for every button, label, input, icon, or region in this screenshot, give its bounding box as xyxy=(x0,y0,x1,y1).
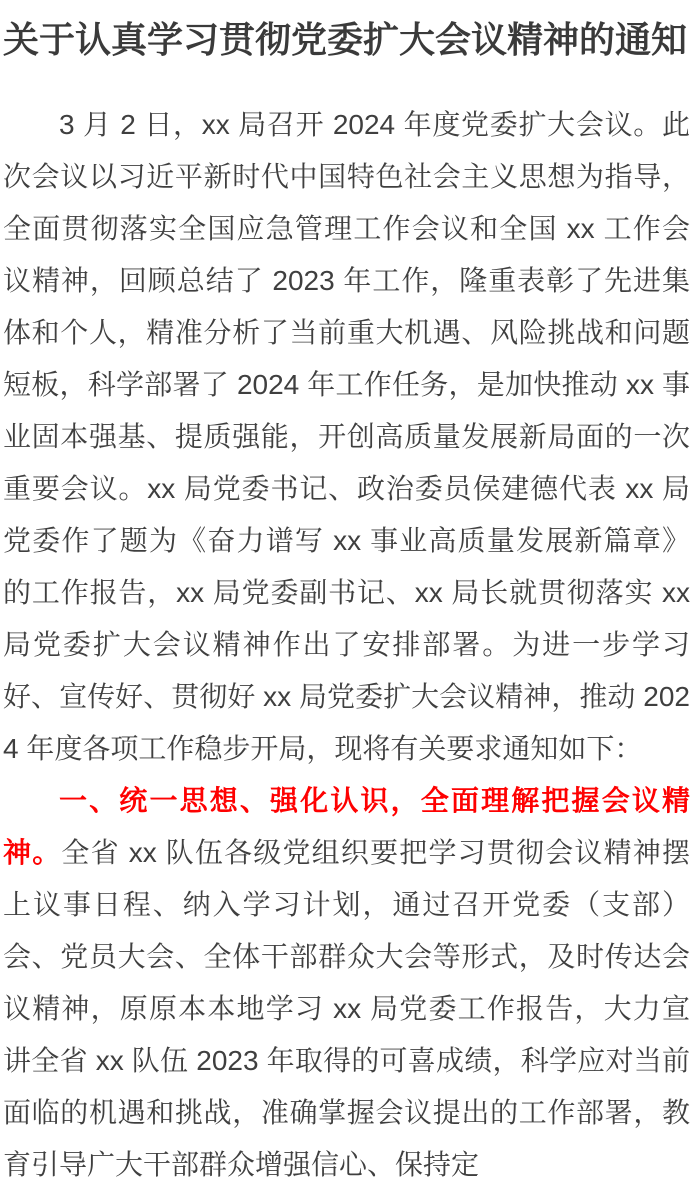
section-1-body: 全省 xx 队伍各级党组织要把学习贯彻会议精神摆上议事日程、纳入学习计划，通过召开党委（支部）会、党员大会、全体干部群众大会等形式，及时传达会议精神，原原本本地学习 xx 局党委工作报告，大力宣讲全省 xx 队伍 2023 年取得的可喜成绩，科学应对当前面临的机遇和挑战，准确掌握会议提出的工作部署，教育引导广大干部群众增强信心、保持定 xyxy=(3,836,690,1180)
section-1-heading: 一、统一思想、强化认识，全面理解把握会议精神。 xyxy=(3,784,690,868)
intro-paragraph: 3 月 2 日，xx 局召开 2024 年度党委扩大会议。此次会议以习近平新时代中国特色社会主义思想为指导，全面贯彻落实全国应急管理工作会议和全国 xx 工作会议精神，回顾总结了 2023 年工作，隆重表彰了先进集体和个人，精准分析了当前重大机遇、风险挑战和问题短板，科学部署了 2024 年工作任务，是加快推动 xx 事业固本强基、提质强能，开创高质量发展新局面的一次重要会议。xx 局党委书记、政治委员侯建德代表 xx 局党委作了题为《奋力谱写 xx 事业高质量发展新篇章》的工作报告，xx 局党委副书记、xx 局长就贯彻落实 xx 局党委扩大会议精神作出了安排部署。为进一步学习好、宣传好、贯彻好 xx 局党委扩大会议精神，推动 2024 年度各项工作稳步开局，现将有关要求通知如下： xyxy=(3,108,690,764)
notice-title: 关于认真学习贯彻党委扩大会议精神的通知 xyxy=(3,19,688,60)
section-1-paragraph xyxy=(3,775,690,1191)
